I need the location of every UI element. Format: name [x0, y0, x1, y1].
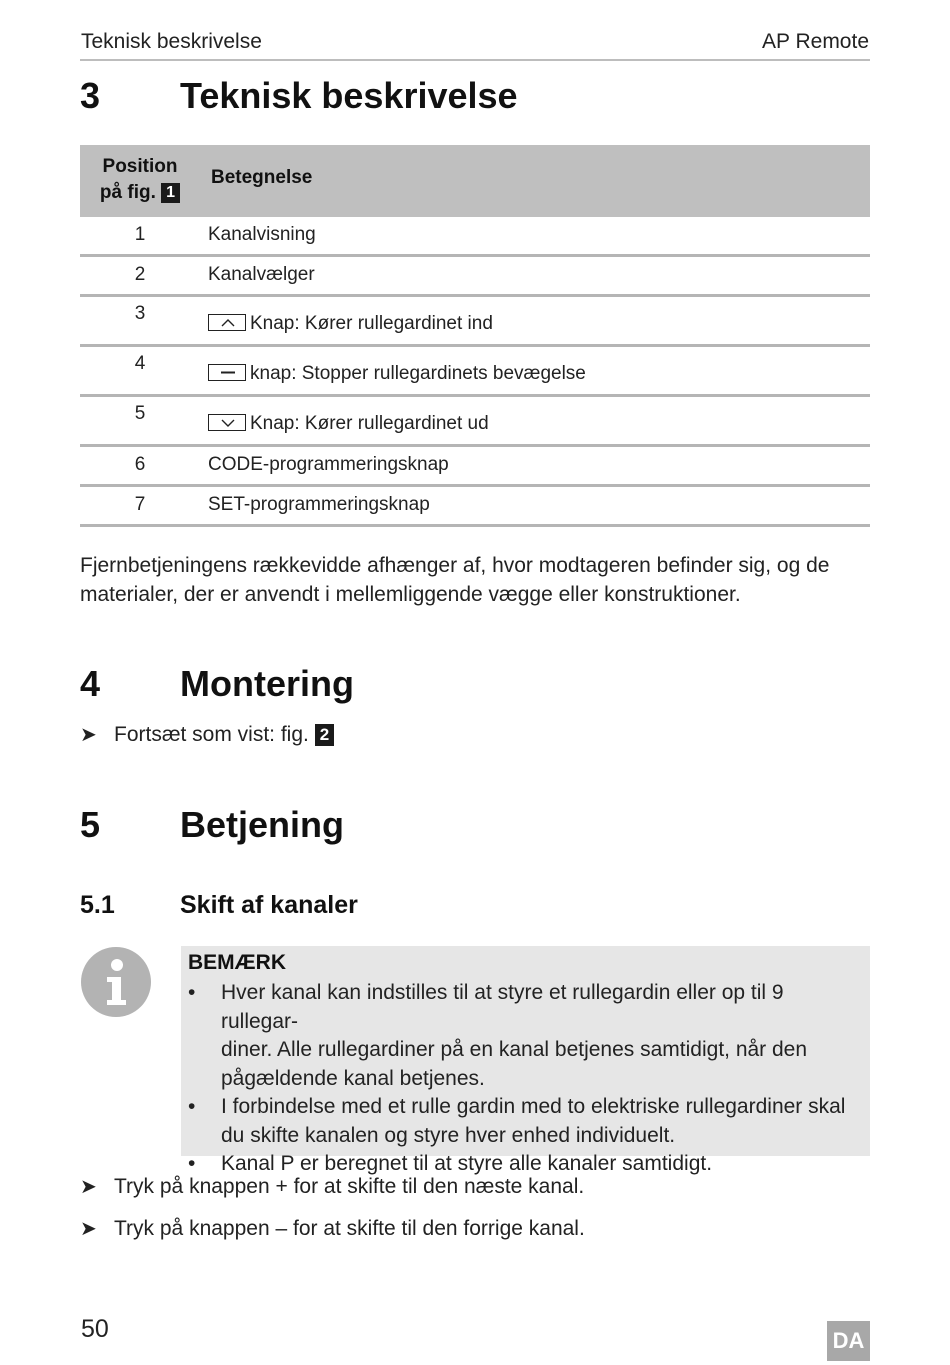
note-item: [188, 979, 864, 1093]
row-name: [208, 363, 586, 385]
row-position: 4: [134, 353, 146, 374]
table-header: [80, 145, 870, 217]
range-paragraph-line: materialer, der er anvendt i mellemliggende vægge eller konstruktioner.: [80, 583, 741, 606]
section-5-1-heading: [80, 891, 880, 923]
note-line: I forbindelse med et rulle gardin med to elektriske rullegardiner skal: [221, 1095, 846, 1118]
section-number: 3: [80, 75, 101, 116]
column-header-position-line1: Position: [102, 156, 178, 177]
language-badge: DA: [827, 1321, 870, 1361]
table-row: [80, 297, 870, 347]
step-text: Tryk på knappen – for at skifte til den forrige kanal.: [114, 1217, 585, 1240]
mounting-step: [80, 722, 334, 747]
up-key-icon: [208, 314, 246, 331]
table-row: [80, 217, 870, 257]
page-number: 50: [81, 1315, 109, 1343]
bullet: •: [188, 981, 196, 1004]
stop-key-icon: [208, 364, 246, 381]
section-number: 4: [80, 663, 101, 704]
header-divider: [80, 59, 870, 61]
bullet: •: [188, 1152, 196, 1175]
row-position: 6: [134, 454, 146, 475]
section-number: 5: [80, 804, 101, 845]
section-title: Skift af kanaler: [180, 891, 358, 919]
note-title: BEMÆRK: [188, 951, 286, 974]
bullet: •: [188, 1095, 196, 1118]
table-row: [80, 347, 870, 397]
running-header-left: Teknisk beskrivelse: [81, 30, 262, 53]
arrow-icon: ➤: [80, 724, 97, 746]
table-row: [80, 257, 870, 297]
column-header-name: Betegnelse: [211, 167, 313, 188]
figure-reference-badge: 1: [161, 183, 180, 203]
step-next-channel: [80, 1174, 584, 1199]
arrow-icon: ➤: [80, 1218, 97, 1240]
table-row: [80, 397, 870, 447]
section-3-heading: [80, 75, 880, 119]
section-number: 5.1: [80, 891, 115, 919]
table-row: [80, 487, 870, 527]
note-line: pågældende kanal betjenes.: [221, 1066, 485, 1090]
note-line: Kanal P er beregnet til at styre alle kanaler samtidigt.: [221, 1152, 713, 1175]
arrow-icon: ➤: [80, 1176, 97, 1198]
row-name: [208, 413, 489, 435]
step-previous-channel: [80, 1216, 585, 1241]
note-box: [181, 946, 870, 1175]
row-position: 7: [134, 494, 146, 515]
section-title: Teknisk beskrivelse: [180, 75, 518, 116]
row-position: 3: [134, 303, 146, 324]
row-name: CODE-programmeringsknap: [208, 454, 449, 475]
column-header-position: [80, 154, 200, 206]
range-paragraph: [80, 551, 880, 609]
row-name-text: knap: Stopper rullegardinets bevægelse: [250, 363, 586, 384]
row-name: Kanalvælger: [208, 264, 315, 285]
mounting-step-text: Fortsæt som vist: fig.: [114, 723, 309, 746]
component-table: [80, 145, 870, 527]
note-line: diner. Alle rullegardiner på en kanal betjenes samtidigt, når den: [221, 1038, 808, 1061]
section-5-heading: [80, 804, 880, 848]
row-name-text: Knap: Kører rullegardinet ind: [250, 313, 493, 334]
figure-reference-badge: 2: [315, 724, 334, 746]
step-text: Tryk på knappen + for at skifte til den næste kanal.: [114, 1175, 585, 1198]
row-position: 5: [134, 403, 146, 424]
column-header-position-text: på fig.: [99, 182, 156, 203]
note-line: Hver kanal kan indstilles til at styre et rullegardin eller op til 9 rullegar-: [221, 981, 784, 1033]
row-position: 2: [134, 264, 146, 285]
row-name-text: Knap: Kører rullegardinet ud: [250, 413, 489, 434]
note-list: [188, 979, 864, 1179]
table-row: [80, 447, 870, 487]
row-name: [208, 313, 493, 335]
note-item: [188, 1093, 864, 1150]
section-title: Betjening: [180, 804, 345, 845]
row-name: SET-programmeringsknap: [208, 494, 430, 515]
column-header-position-line2: [80, 180, 200, 206]
running-header-right: AP Remote: [762, 30, 869, 53]
section-title: Montering: [180, 663, 354, 704]
down-key-icon: [208, 414, 246, 431]
range-paragraph-line: Fjernbetjeningens rækkevidde afhænger af, hvor modtageren befinder sig, og de: [80, 554, 830, 577]
row-position: 1: [134, 224, 146, 245]
row-name: Kanalvisning: [208, 224, 316, 245]
info-icon: [80, 946, 152, 1018]
note-line: du skifte kanalen og styre hver enhed individuelt.: [221, 1123, 676, 1147]
section-4-heading: [80, 663, 880, 707]
